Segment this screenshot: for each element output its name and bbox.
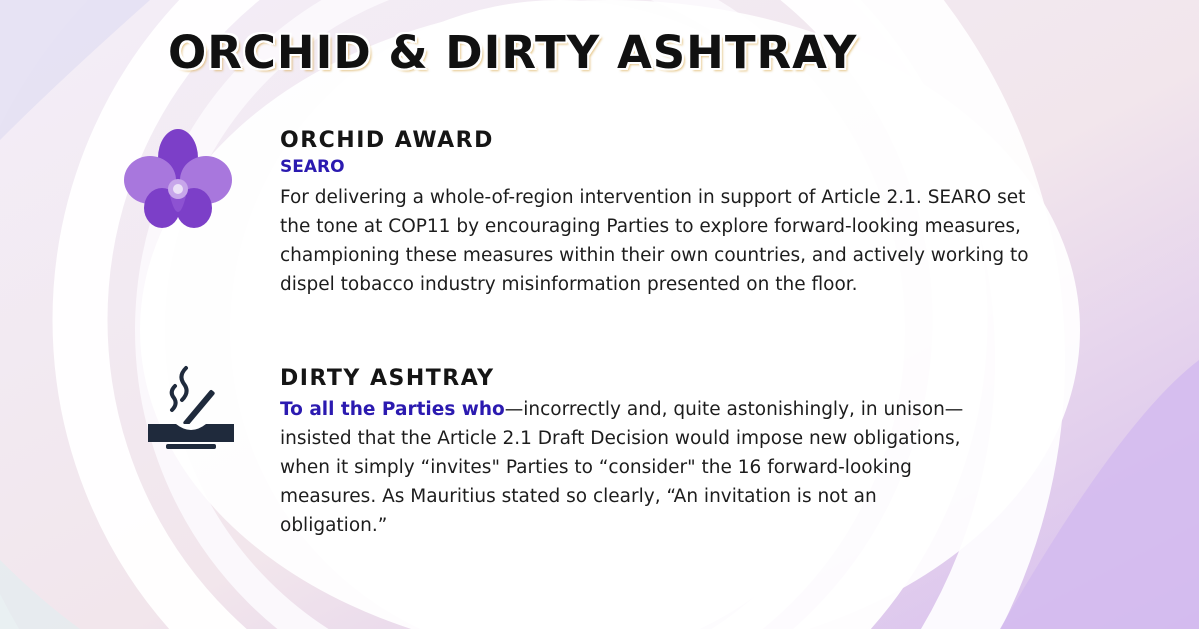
orchid-award-section [280,128,1080,299]
dirty-ashtray-description [280,395,980,540]
ashtray-cigarette-icon [144,364,238,456]
dirty-ashtray-text: —incorrectly and, quite astonishingly, in unison—insisted that the Article 2.1 Draft Decision would impose new obligations, when it simply “invites" Parties to “consider" the 16 forward-looking measures. As Mauritius stated so clearly, “An invitation is not an obligation.” [280,399,964,536]
dirty-ashtray-recipient: To all the Parties who [280,399,505,420]
orchid-award-description: For delivering a whole-of-region intervention in support of Article 2.1. SEARO set the tone at COP11 by encouraging Parties to explore forward-looking measures, championing these measures within their own countries, and actively working to dispel tobacco industry misinformation presented on the floor. [280,187,1029,295]
page-title: ORCHID & DIRTY ASHTRAY [168,26,858,79]
orchid-award-heading: ORCHID AWARD [280,128,494,153]
dirty-ashtray-section [280,366,1080,540]
dirty-ashtray-heading: DIRTY ASHTRAY [280,366,495,391]
orchid-flower-icon [122,128,234,232]
orchid-award-recipient: SEARO [280,157,345,177]
